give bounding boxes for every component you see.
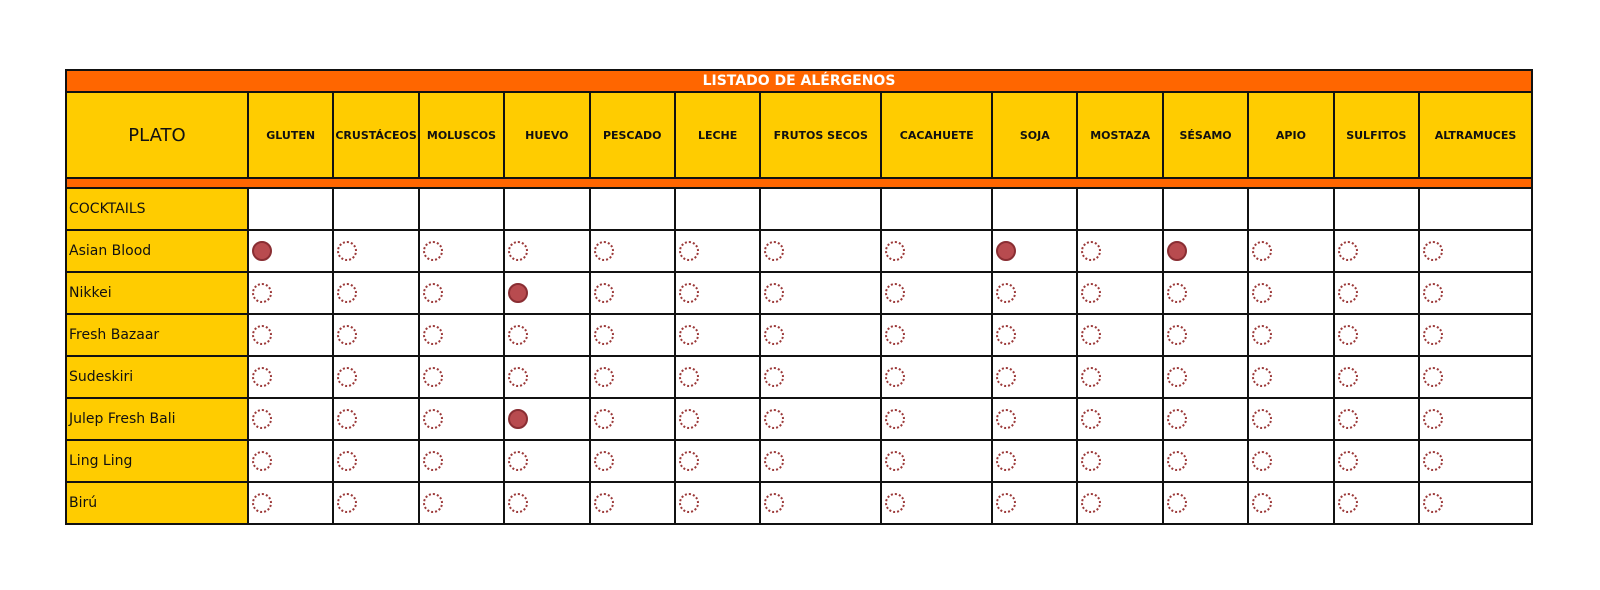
allergen-absent-marker xyxy=(679,283,699,303)
table-row xyxy=(66,356,1532,398)
allergen-absent-marker xyxy=(423,493,443,513)
allergen-absent-marker xyxy=(885,325,905,345)
allergen-absent-marker xyxy=(1338,283,1358,303)
allergen-absent-marker xyxy=(252,451,272,471)
allergen-cell xyxy=(419,482,504,524)
section-label: COCKTAILS xyxy=(66,188,248,230)
allergen-absent-marker xyxy=(885,493,905,513)
empty-cell xyxy=(1334,188,1419,230)
allergen-absent-marker xyxy=(252,409,272,429)
allergen-absent-marker xyxy=(594,283,614,303)
empty-cell xyxy=(1419,188,1532,230)
allergen-cell xyxy=(504,356,589,398)
allergen-present-marker xyxy=(508,283,528,303)
allergen-cell xyxy=(333,440,418,482)
allergen-cell xyxy=(248,272,333,314)
allergen-absent-marker xyxy=(996,409,1016,429)
allergen-absent-marker xyxy=(1167,409,1187,429)
allergen-absent-marker xyxy=(337,493,357,513)
allergen-cell xyxy=(760,230,881,272)
allergen-absent-marker xyxy=(1423,493,1443,513)
allergen-header: CACAHUETE xyxy=(881,92,992,178)
allergen-cell xyxy=(881,440,992,482)
allergen-cell xyxy=(419,398,504,440)
allergen-cell xyxy=(1163,356,1248,398)
allergen-header: ALTRAMUCES xyxy=(1419,92,1532,178)
allergen-cell xyxy=(504,482,589,524)
allergen-cell xyxy=(1419,230,1532,272)
allergen-absent-marker xyxy=(594,493,614,513)
allergen-header: APIO xyxy=(1248,92,1333,178)
allergen-present-marker xyxy=(996,241,1016,261)
allergen-header: MOLUSCOS xyxy=(419,92,504,178)
allergen-cell xyxy=(504,272,589,314)
allergen-cell xyxy=(504,440,589,482)
allergen-cell xyxy=(248,482,333,524)
allergen-cell xyxy=(1334,482,1419,524)
allergen-cell xyxy=(590,230,675,272)
table-title: LISTADO DE ALÉRGENOS xyxy=(66,70,1532,92)
allergen-absent-marker xyxy=(1252,241,1272,261)
allergen-cell xyxy=(1419,398,1532,440)
allergen-header: SÉSAMO xyxy=(1163,92,1248,178)
allergen-cell xyxy=(1077,482,1162,524)
allergen-cell xyxy=(248,440,333,482)
section-row xyxy=(66,188,1532,230)
allergen-absent-marker xyxy=(337,241,357,261)
allergen-absent-marker xyxy=(423,283,443,303)
allergen-header: FRUTOS SECOS xyxy=(760,92,881,178)
empty-cell xyxy=(248,188,333,230)
allergen-absent-marker xyxy=(996,493,1016,513)
allergen-cell xyxy=(992,356,1077,398)
empty-cell xyxy=(992,188,1077,230)
allergen-absent-marker xyxy=(1167,451,1187,471)
allergen-cell xyxy=(760,440,881,482)
allergen-cell xyxy=(248,356,333,398)
allergen-cell xyxy=(419,440,504,482)
allergen-cell xyxy=(1163,314,1248,356)
allergen-absent-marker xyxy=(1338,451,1358,471)
allergen-absent-marker xyxy=(996,283,1016,303)
allergen-header: SOJA xyxy=(992,92,1077,178)
allergen-cell xyxy=(590,314,675,356)
allergen-cell xyxy=(248,398,333,440)
allergen-absent-marker xyxy=(594,409,614,429)
allergen-absent-marker xyxy=(1423,241,1443,261)
allergen-absent-marker xyxy=(1338,493,1358,513)
allergen-cell xyxy=(333,230,418,272)
allergen-cell xyxy=(760,398,881,440)
allergen-cell xyxy=(1077,314,1162,356)
allergen-absent-marker xyxy=(1167,283,1187,303)
allergen-cell xyxy=(419,356,504,398)
allergen-absent-marker xyxy=(679,241,699,261)
empty-cell xyxy=(1248,188,1333,230)
allergen-cell xyxy=(675,314,760,356)
allergen-absent-marker xyxy=(764,241,784,261)
allergen-cell xyxy=(248,314,333,356)
empty-cell xyxy=(1077,188,1162,230)
allergen-absent-marker xyxy=(1081,367,1101,387)
allergen-cell xyxy=(1248,440,1333,482)
allergen-cell xyxy=(1077,230,1162,272)
allergen-cell xyxy=(881,398,992,440)
allergen-absent-marker xyxy=(764,493,784,513)
allergen-absent-marker xyxy=(1167,493,1187,513)
allergen-cell xyxy=(1419,272,1532,314)
allergen-absent-marker xyxy=(423,451,443,471)
allergen-present-marker xyxy=(252,241,272,261)
table-row xyxy=(66,314,1532,356)
allergen-cell xyxy=(1334,398,1419,440)
allergen-absent-marker xyxy=(996,325,1016,345)
allergen-header: CRUSTÁCEOS xyxy=(333,92,418,178)
dish-name: Sudeskiri xyxy=(66,356,248,398)
allergen-cell xyxy=(419,314,504,356)
allergen-cell xyxy=(675,272,760,314)
allergen-cell xyxy=(1334,314,1419,356)
allergen-cell xyxy=(1163,230,1248,272)
table-row xyxy=(66,482,1532,524)
allergen-absent-marker xyxy=(1167,325,1187,345)
allergen-cell xyxy=(590,356,675,398)
allergen-header: SULFITOS xyxy=(1334,92,1419,178)
empty-cell xyxy=(419,188,504,230)
allergen-absent-marker xyxy=(764,451,784,471)
empty-cell xyxy=(881,188,992,230)
allergen-absent-marker xyxy=(885,409,905,429)
allergen-cell xyxy=(1248,314,1333,356)
allergen-cell xyxy=(1077,398,1162,440)
allergen-cell xyxy=(1334,230,1419,272)
allergen-cell xyxy=(760,314,881,356)
allergen-absent-marker xyxy=(1252,325,1272,345)
allergen-absent-marker xyxy=(1167,367,1187,387)
allergen-cell xyxy=(760,356,881,398)
allergen-absent-marker xyxy=(594,241,614,261)
empty-cell xyxy=(504,188,589,230)
dish-name: Ling Ling xyxy=(66,440,248,482)
allergen-cell xyxy=(675,356,760,398)
allergen-absent-marker xyxy=(252,283,272,303)
allergen-absent-marker xyxy=(508,325,528,345)
dish-name: Fresh Bazaar xyxy=(66,314,248,356)
allergen-absent-marker xyxy=(252,367,272,387)
allergen-cell xyxy=(760,272,881,314)
dish-name: Julep Fresh Bali xyxy=(66,398,248,440)
allergen-absent-marker xyxy=(1423,367,1443,387)
allergen-absent-marker xyxy=(337,325,357,345)
allergen-cell xyxy=(1419,356,1532,398)
allergen-absent-marker xyxy=(1252,409,1272,429)
allergen-absent-marker xyxy=(1252,367,1272,387)
allergen-absent-marker xyxy=(764,409,784,429)
allergen-absent-marker xyxy=(764,325,784,345)
allergen-absent-marker xyxy=(594,367,614,387)
allergen-absent-marker xyxy=(1081,283,1101,303)
empty-cell xyxy=(590,188,675,230)
empty-cell xyxy=(1163,188,1248,230)
allergen-absent-marker xyxy=(679,325,699,345)
allergen-absent-marker xyxy=(252,493,272,513)
allergen-cell xyxy=(1163,272,1248,314)
allergen-absent-marker xyxy=(679,367,699,387)
allergen-cell xyxy=(1163,482,1248,524)
allergen-absent-marker xyxy=(764,367,784,387)
plato-header: PLATO xyxy=(66,92,248,178)
allergen-cell xyxy=(419,230,504,272)
empty-cell xyxy=(760,188,881,230)
allergen-absent-marker xyxy=(885,241,905,261)
allergen-absent-marker xyxy=(1423,409,1443,429)
allergen-absent-marker xyxy=(679,409,699,429)
allergen-absent-marker xyxy=(1338,325,1358,345)
allergen-absent-marker xyxy=(508,241,528,261)
allergen-cell xyxy=(504,230,589,272)
empty-cell xyxy=(675,188,760,230)
allergen-cell xyxy=(333,272,418,314)
allergen-cell xyxy=(590,440,675,482)
allergen-cell xyxy=(992,482,1077,524)
allergen-cell xyxy=(881,230,992,272)
allergen-cell xyxy=(1248,356,1333,398)
allergen-absent-marker xyxy=(996,451,1016,471)
allergen-header: PESCADO xyxy=(590,92,675,178)
allergen-header: GLUTEN xyxy=(248,92,333,178)
allergen-absent-marker xyxy=(1423,325,1443,345)
allergen-absent-marker xyxy=(1081,409,1101,429)
allergen-cell xyxy=(1334,440,1419,482)
allergen-cell xyxy=(760,482,881,524)
allergen-cell xyxy=(675,482,760,524)
allergen-absent-marker xyxy=(423,241,443,261)
allergen-absent-marker xyxy=(1338,241,1358,261)
allergen-cell xyxy=(992,314,1077,356)
allergen-present-marker xyxy=(508,409,528,429)
allergen-absent-marker xyxy=(679,493,699,513)
allergen-absent-marker xyxy=(337,283,357,303)
allergen-cell xyxy=(881,482,992,524)
dish-name: Birú xyxy=(66,482,248,524)
allergen-header: HUEVO xyxy=(504,92,589,178)
allergen-absent-marker xyxy=(337,409,357,429)
header-row xyxy=(66,92,1532,178)
allergen-absent-marker xyxy=(337,367,357,387)
allergen-cell xyxy=(992,230,1077,272)
allergen-absent-marker xyxy=(1423,451,1443,471)
allergen-cell xyxy=(992,398,1077,440)
allergen-cell xyxy=(504,398,589,440)
separator-bar xyxy=(66,178,1532,188)
allergen-cell xyxy=(1163,440,1248,482)
allergen-absent-marker xyxy=(885,451,905,471)
allergen-cell xyxy=(1419,440,1532,482)
allergen-absent-marker xyxy=(1081,241,1101,261)
allergen-cell xyxy=(590,482,675,524)
allergen-absent-marker xyxy=(764,283,784,303)
allergen-header: MOSTAZA xyxy=(1077,92,1162,178)
allergen-cell xyxy=(1419,482,1532,524)
allergen-cell xyxy=(1248,482,1333,524)
table-row xyxy=(66,272,1532,314)
allergen-cell xyxy=(333,482,418,524)
allergen-cell xyxy=(1248,230,1333,272)
allergen-absent-marker xyxy=(1252,493,1272,513)
allergen-absent-marker xyxy=(508,493,528,513)
allergen-cell xyxy=(675,230,760,272)
allergen-present-marker xyxy=(1167,241,1187,261)
allergen-cell xyxy=(333,398,418,440)
allergen-absent-marker xyxy=(508,451,528,471)
dish-name: Asian Blood xyxy=(66,230,248,272)
allergen-cell xyxy=(675,398,760,440)
allergen-cell xyxy=(590,398,675,440)
allergen-cell xyxy=(1248,272,1333,314)
allergen-absent-marker xyxy=(1081,325,1101,345)
allergen-absent-marker xyxy=(1338,409,1358,429)
allergen-cell xyxy=(419,272,504,314)
allergen-absent-marker xyxy=(1252,283,1272,303)
allergen-cell xyxy=(1077,356,1162,398)
allergen-cell xyxy=(248,230,333,272)
allergen-cell xyxy=(881,314,992,356)
allergen-cell xyxy=(1077,440,1162,482)
allergen-cell xyxy=(1077,272,1162,314)
allergen-absent-marker xyxy=(1252,451,1272,471)
dish-name: Nikkei xyxy=(66,272,248,314)
table-row xyxy=(66,230,1532,272)
allergen-absent-marker xyxy=(423,325,443,345)
allergen-absent-marker xyxy=(996,367,1016,387)
allergen-absent-marker xyxy=(508,367,528,387)
allergen-cell xyxy=(992,272,1077,314)
allergen-cell xyxy=(1334,356,1419,398)
allergen-cell xyxy=(992,440,1077,482)
allergen-cell xyxy=(1248,398,1333,440)
empty-cell xyxy=(333,188,418,230)
allergen-cell xyxy=(881,272,992,314)
allergen-absent-marker xyxy=(423,367,443,387)
allergen-absent-marker xyxy=(594,325,614,345)
separator-row xyxy=(66,178,1532,188)
table-row xyxy=(66,398,1532,440)
allergen-absent-marker xyxy=(337,451,357,471)
allergen-table xyxy=(65,69,1533,525)
allergen-cell xyxy=(590,272,675,314)
allergen-cell xyxy=(881,356,992,398)
allergen-cell xyxy=(1419,314,1532,356)
allergen-cell xyxy=(333,356,418,398)
allergen-cell xyxy=(1163,398,1248,440)
allergen-absent-marker xyxy=(1081,451,1101,471)
allergen-cell xyxy=(675,440,760,482)
allergen-absent-marker xyxy=(679,451,699,471)
allergen-cell xyxy=(333,314,418,356)
allergen-absent-marker xyxy=(1423,283,1443,303)
allergen-absent-marker xyxy=(885,283,905,303)
allergen-absent-marker xyxy=(252,325,272,345)
allergen-cell xyxy=(504,314,589,356)
allergen-absent-marker xyxy=(1338,367,1358,387)
allergen-absent-marker xyxy=(423,409,443,429)
allergen-absent-marker xyxy=(885,367,905,387)
allergen-header: LECHE xyxy=(675,92,760,178)
table-row xyxy=(66,440,1532,482)
title-row xyxy=(66,70,1532,92)
allergen-absent-marker xyxy=(1081,493,1101,513)
allergen-cell xyxy=(1334,272,1419,314)
allergen-absent-marker xyxy=(594,451,614,471)
